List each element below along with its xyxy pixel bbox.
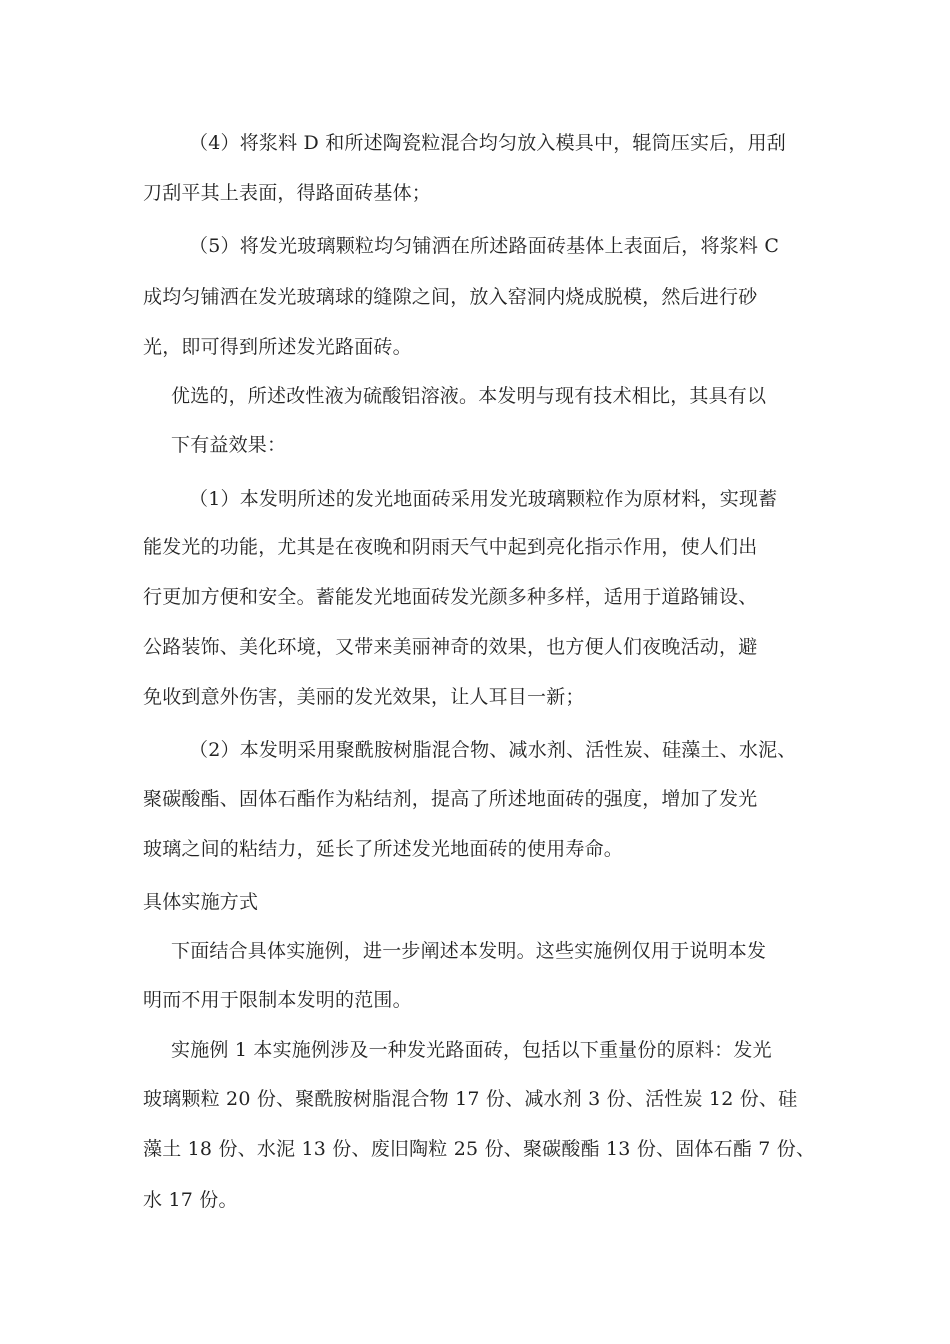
text-line: 优选的，所述改性液为硫酸铝溶液。本发明与现有技术相比，其具有以 <box>171 385 767 407</box>
text-line: 水 17 份。 <box>143 1189 238 1211</box>
text-line: 刀刮平其上表面，得路面砖基体； <box>143 182 432 204</box>
text-line: 下有益效果： <box>171 434 287 456</box>
text-line: （1）本发明所述的发光地面砖采用发光玻璃颗粒作为原材料，实现蓄 <box>189 488 778 510</box>
text-line: 免收到意外伤害，美丽的发光效果，让人耳目一新； <box>143 686 585 708</box>
text-line: 聚碳酸酯、固体石酯作为粘结剂，提高了所述地面砖的强度，增加了发光 <box>143 788 758 810</box>
text-line: 实施例 1 本实施例涉及一种发光路面砖，包括以下重量份的原料：发光 <box>171 1039 772 1061</box>
text-line: （5）将发光玻璃颗粒均匀铺洒在所述路面砖基体上表面后，将浆料 C <box>189 235 780 257</box>
text-line: 玻璃颗粒 20 份、聚酰胺树脂混合物 17 份、减水剂 3 份、活性炭 12 份、硅 <box>143 1088 798 1110</box>
text-line: 明而不用于限制本发明的范围。 <box>143 989 412 1011</box>
text-line: 藻土 18 份、水泥 13 份、废旧陶粒 25 份、聚碳酸酯 13 份、固体石酯 7 份、 <box>143 1138 816 1160</box>
text-line: 能发光的功能，尤其是在夜晚和阴雨天气中起到亮化指示作用，使人们出 <box>143 536 758 558</box>
text-line: 光，即可得到所述发光路面砖。 <box>143 336 412 358</box>
text-line: 成均匀铺洒在发光玻璃球的缝隙之间，放入窑洞内烧成脱模，然后进行砂 <box>143 286 758 308</box>
text-line: （4）将浆料 D 和所述陶瓷粒混合均匀放入模具中，辊筒压实后，用刮 <box>189 132 787 154</box>
text-line: 公路装饰、美化环境，又带来美丽神奇的效果，也方便人们夜晚活动，避 <box>143 636 758 658</box>
text-line: （2）本发明采用聚酰胺树脂混合物、减水剂、活性炭、硅藻土、水泥、 <box>189 739 797 761</box>
section-heading: 具体实施方式 <box>143 891 259 913</box>
text-line: 下面结合具体实施例，进一步阐述本发明。这些实施例仅用于说明本发 <box>171 940 767 962</box>
text-line: 玻璃之间的粘结力，延长了所述发光地面砖的使用寿命。 <box>143 838 624 860</box>
text-line: 行更加方便和安全。蓄能发光地面砖发光颜多种多样，适用于道路铺设、 <box>143 586 758 608</box>
